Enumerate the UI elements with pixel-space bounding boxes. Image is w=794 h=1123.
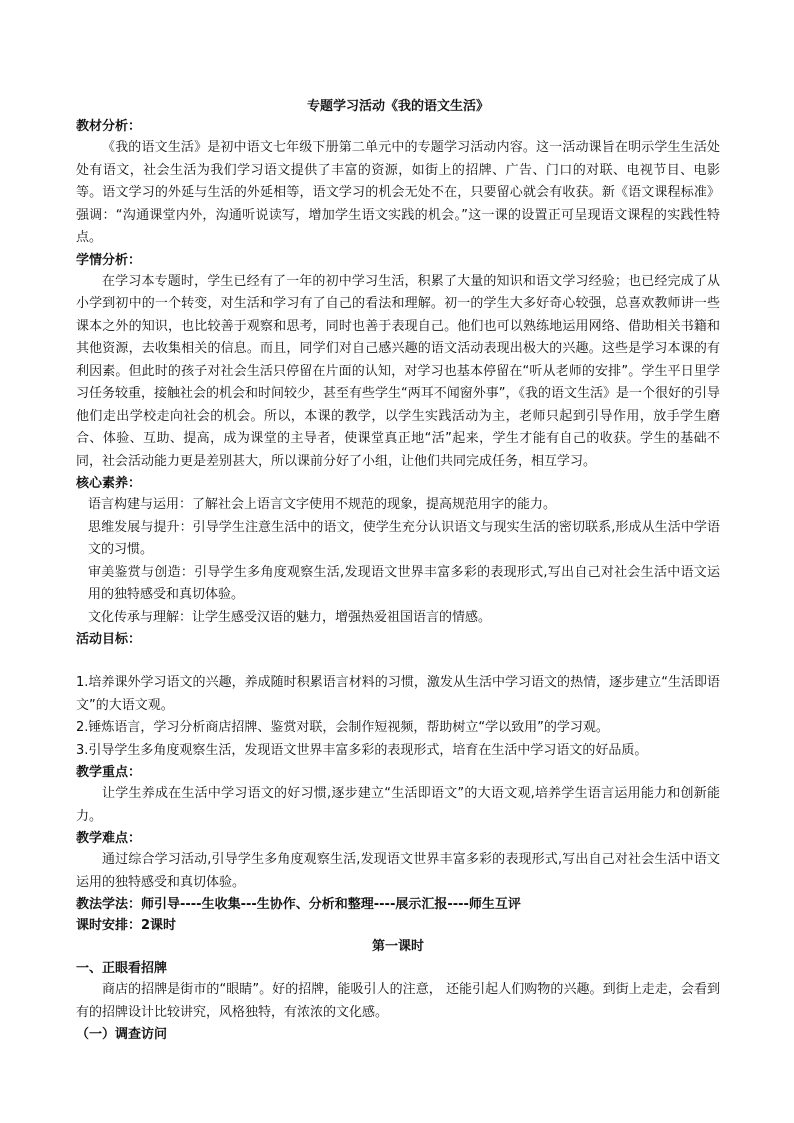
- focus-heading: 教学重点：: [76, 765, 142, 780]
- part1-heading: 一、正眼看招牌: [76, 961, 168, 976]
- core-item: 文化传承与理解：让学生感受汉语的魅力，增强热爱祖国语言的情感。: [88, 609, 492, 625]
- document-title: 专题学习活动《我的语文生活》: [306, 99, 489, 114]
- goal-item: 3.引导学生多角度观察生活，发现语文世界丰富多彩的表现形式，培育在生活中学习语文的好品质。: [76, 742, 648, 758]
- material-heading: 教材分析：: [76, 119, 142, 134]
- focus-text: 让学生养成在生活中学习语文的好习惯,逐步建立“生活即语文”的大语文观,培养学生语言运用能力和创新能力。: [76, 786, 720, 824]
- schedule-line: 课时安排：2课时: [76, 918, 177, 933]
- core-heading: 核心素养：: [76, 476, 142, 491]
- lesson-title: 第一课时: [371, 939, 424, 954]
- goal-item: 2.锤炼语言，学习分析商店招牌、鉴赏对联，会制作短视频，帮助树立“学以致用”的学习观。: [76, 720, 609, 735]
- student-text: 在学习本专题时，学生已经有了一年的初中学习生活，积累了大量的知识和语文学习经验；也已经完成了从小学到初中的一个转变，对生活和学习有了自己的看法和理解。初一的学生大多好奇心较强，总喜欢教师讲一些课本之外的知识，也比较善于观察和思考，同时也善于表现自己。他们也可以熟练地运用网络、借助相关书籍和其他资源，去收集相关的信息。而且，同学们对自己感兴趣的语文活动表现出极大的兴趣。这些是学习本课的有利因素。但此时的孩子对社会生活只停留在片面的认知，对学习也基本停留在“听从老师的安排”。学生平日里学习任务较重，接触社会的机会和时间较少，甚至有些学生“两耳不闻窗外事”，《我的语文生活》是一个很好的引导他们走出学校走向社会的机会。所以，本课的教学，以学生实践活动为主，老师只起到引导作用，放手学生磨合、体验、互助、提高，成为课堂的主导者，使课堂真正地“活”起来，学生才能有自己的收获。学生的基础不同，社会活动能力更是差别甚大，所以课前分好了小组，让他们共同完成任务，相互学习。: [76, 273, 720, 469]
- student-heading: 学情分析：: [76, 252, 142, 268]
- difficulty-heading: 教学难点：: [76, 831, 142, 846]
- method-line: 教法学法：师引导----生收集---生协作、分析和整理----展示汇报----师生互评: [76, 897, 521, 912]
- document-page: [76, 98, 720, 1045]
- core-item: 语言构建与运用：了解社会上语言文字使用不规范的现象，提高规范用字的能力。: [88, 497, 557, 512]
- blank-line: [76, 650, 720, 672]
- goal-item: 1.培养课外学习语文的兴趣，养成随时积累语言材料的习惯，激发从生活中学习语文的热情，逐步建立“生活即语文”的大语文观。: [76, 675, 720, 713]
- sub1-heading: （一）调查访问: [76, 1027, 168, 1042]
- part1-text: 商店的招牌是街市的“眼睛”。好的招牌，能吸引人的注意， 还能引起人们购物的兴趣。到街上走走，会看到有的招牌设计比较讲究，风格独特，有浓浓的文化感。: [76, 982, 720, 1020]
- core-item: 审美鉴赏与创造：引导学生多角度观察生活,发现语文世界丰富多彩的表现形式,写出自己对社会生活中语文运用的独特感受和真切体验。: [88, 564, 720, 602]
- goals-heading: 活动目标：: [76, 632, 142, 647]
- core-item: 思维发展与提升：引导学生注意生活中的语文，使学生充分认识语文与现实生活的密切联系,形成从生活中学语文的习惯。: [88, 519, 720, 557]
- difficulty-text: 通过综合学习活动,引导学生多角度观察生活,发现语文世界丰富多彩的表现形式,写出自己对社会生活中语文运用的独特感受和真切体验。: [76, 852, 720, 890]
- material-text: 《我的语文生活》是初中语文七年级下册第二单元中的专题学习活动内容。这一活动课旨在明示学生生活处处有语文，社会生活为我们学习语文提供了丰富的资源，如街上的招牌、广告、门口的对联、电视节目、电影等。语文学习的外延与生活的外延相等，语文学习的机会无处不在，只要留心就会有收获。新《语文课程标准》强调：“沟通课堂内外，沟通听说读写，增加学生语文实践的机会。”这一课的设置正可呈现语文课程的实践性特点。: [76, 140, 720, 245]
